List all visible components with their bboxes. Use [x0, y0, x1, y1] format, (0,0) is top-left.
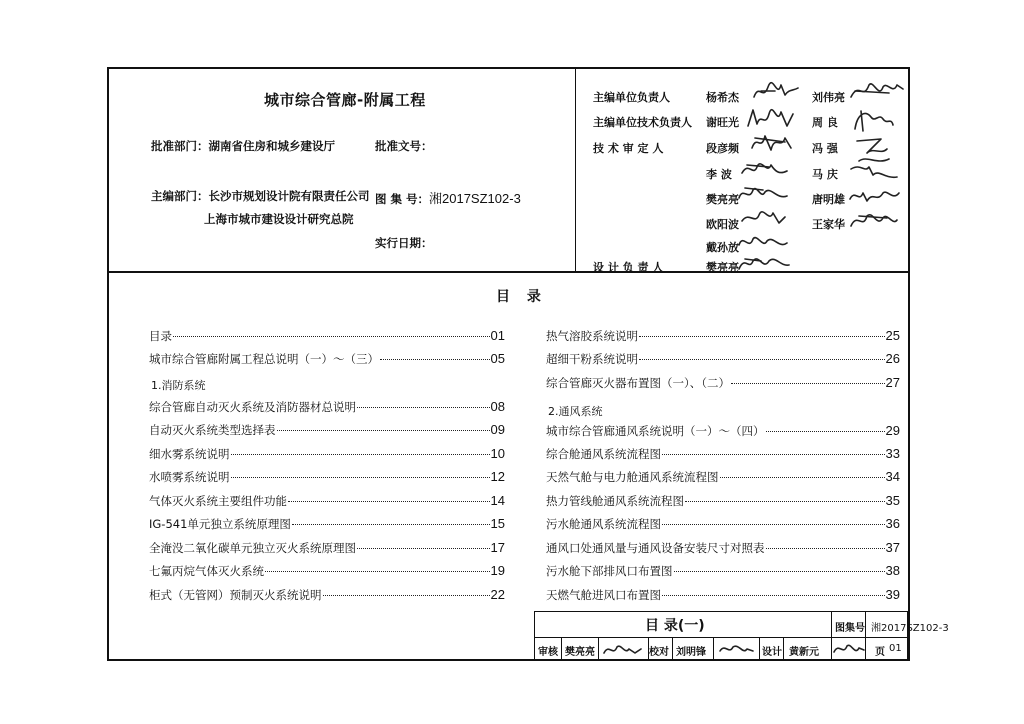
toc-entry[interactable]: 七氟丙烷气体灭火系统 19 [149, 563, 505, 578]
designer-signature [831, 638, 867, 660]
signature-1 [751, 79, 801, 105]
toc-entry[interactable]: 城市综合管廊附属工程总说明（一）～（三） 05 [149, 351, 505, 366]
toc-entry[interactable]: 通风口处通风量与通风设备安装尺寸对照表 37 [546, 540, 900, 555]
tb-check-label: 校对 [649, 647, 669, 658]
toc-entry[interactable]: 热力管线舱通风系统流程图 35 [546, 493, 900, 508]
atlas-number-row: 图 集 号：湘2017SZ102-3 [375, 191, 521, 206]
review-name-4: 马 庆 [812, 168, 838, 181]
chief-name-2: 刘伟亮 [812, 91, 845, 104]
toc-entry[interactable]: 综合舱通风系统流程图 33 [546, 446, 900, 461]
tb-cell-rule [713, 637, 714, 660]
toc-entry[interactable]: 城市综合管廊通风系统说明（一）～（四） 29 [546, 423, 900, 438]
signature-9 [735, 180, 791, 206]
review-name-7: 欧阳波 [706, 218, 739, 231]
tb-designer: 黄新元 [789, 647, 819, 658]
editor-dept-row: 主编部门：长沙市规划设计院有限责任公司 [151, 189, 370, 203]
atlas-title: 城市综合管廊-附属工程 [264, 91, 426, 109]
design-label: 设 计 负 责 人 [593, 261, 664, 274]
tech-name-1: 谢旺光 [706, 116, 739, 129]
tb-cell-rule [672, 637, 673, 660]
tb-cell-rule [598, 637, 599, 660]
toc-entry[interactable]: 天燃气舱进风口布置图 39 [546, 587, 900, 602]
design-name-1: 樊亮亮 [706, 261, 739, 274]
review-name-2: 冯 强 [812, 142, 838, 155]
tb-cell-rule [783, 637, 784, 660]
review-name-1: 段彦频 [706, 142, 739, 155]
signature-11 [739, 205, 789, 229]
tb-atlas-label: 图集号 [835, 623, 865, 634]
toc-entry[interactable]: 天然气舱与电力舱通风系统流程图 34 [546, 469, 900, 484]
title-block [534, 611, 949, 661]
tb-reviewer: 樊亮亮 [565, 647, 595, 658]
toc-entry[interactable]: 细水雾系统说明 10 [149, 446, 505, 461]
toc-entry[interactable]: 全淹没二氧化碳单元独立灭火系统原理图 17 [149, 540, 505, 555]
tb-review-label: 审核 [538, 647, 558, 658]
toc-entry[interactable]: 污水舱下部排风口布置图 38 [546, 563, 900, 578]
atlas-number-value: 湘2017SZ102-3 [429, 191, 521, 206]
checker-signature [717, 639, 757, 659]
review-name-8: 王家华 [812, 218, 845, 231]
toc-entry[interactable]: 水喷雾系统说明 12 [149, 469, 505, 484]
approval-dept-value: 湖南省住房和城乡建设厅 [208, 139, 335, 153]
toc-section-heading: 2.通风系统 [548, 405, 603, 418]
signature-2 [849, 77, 905, 105]
toc-entry[interactable]: 气体灭火系统主要组件功能 14 [149, 493, 505, 508]
drawing-sheet [107, 67, 949, 661]
toc-section-heading: 1.消防系统 [151, 379, 206, 392]
toc-entry[interactable]: 综合管廊自动灭火系统及消防器材总说明 08 [149, 399, 505, 414]
tb-page-number: 01 [889, 643, 902, 654]
tech-name-2: 周 良 [812, 116, 838, 129]
toc-entry[interactable]: 污水舱通风系统流程图 36 [546, 516, 900, 531]
review-label: 技 术 审 定 人 [593, 142, 664, 155]
toc-entry[interactable]: 自动灭火系统类型选择表 09 [149, 422, 505, 437]
tb-checker: 刘明锋 [676, 647, 706, 658]
toc-entry[interactable]: 目录 01 [149, 328, 505, 343]
review-name-9: 戴孙放 [706, 241, 739, 254]
editor-dept-2: 上海市城市建设设计研究总院 [204, 212, 354, 226]
tb-cell-rule [759, 637, 760, 660]
drawing-title: 目 录(一) [645, 618, 705, 634]
chief-label: 主编单位负责人 [593, 91, 670, 104]
signature-12 [847, 206, 901, 234]
review-name-6: 唐明雄 [812, 193, 845, 206]
tb-cell-rule [561, 637, 562, 660]
toc-entry[interactable]: 综合管廊灭火器布置图（一）、（二） 27 [546, 375, 900, 390]
impl-date-row: 实行日期： [375, 236, 433, 250]
review-name-3: 李 波 [706, 168, 732, 181]
chief-name-1: 杨希杰 [706, 91, 739, 104]
toc-entry[interactable]: 柜式（无管网）预制灭火系统说明 22 [149, 587, 505, 602]
reviewer-signature [601, 639, 645, 659]
tb-page-label: 页 [875, 647, 885, 658]
toc-entry[interactable]: 热气溶胶系统说明 25 [546, 328, 900, 343]
toc-entry[interactable]: IG-541单元独立系统原理图 15 [149, 516, 505, 531]
header-bottom-rule [109, 271, 908, 273]
tb-design-label: 设计 [762, 647, 782, 658]
approval-dept-row: 批准部门：湖南省住房和城乡建设厅 [151, 139, 335, 153]
review-name-5: 樊亮亮 [706, 193, 739, 206]
approval-doc-row: 批准文号： [375, 139, 433, 153]
signature-8 [847, 159, 901, 183]
tb-atlas-number: 湘2017SZ102-3 [871, 623, 949, 634]
editor-dept-1: 长沙市规划设计院有限责任公司 [208, 189, 370, 203]
toc-title: 目 录 [496, 289, 547, 305]
toc-entry[interactable]: 超细干粉系统说明 26 [546, 351, 900, 366]
tech-label: 主编单位技术负责人 [593, 116, 692, 129]
signature-5 [749, 128, 795, 156]
header-divider [575, 69, 576, 271]
